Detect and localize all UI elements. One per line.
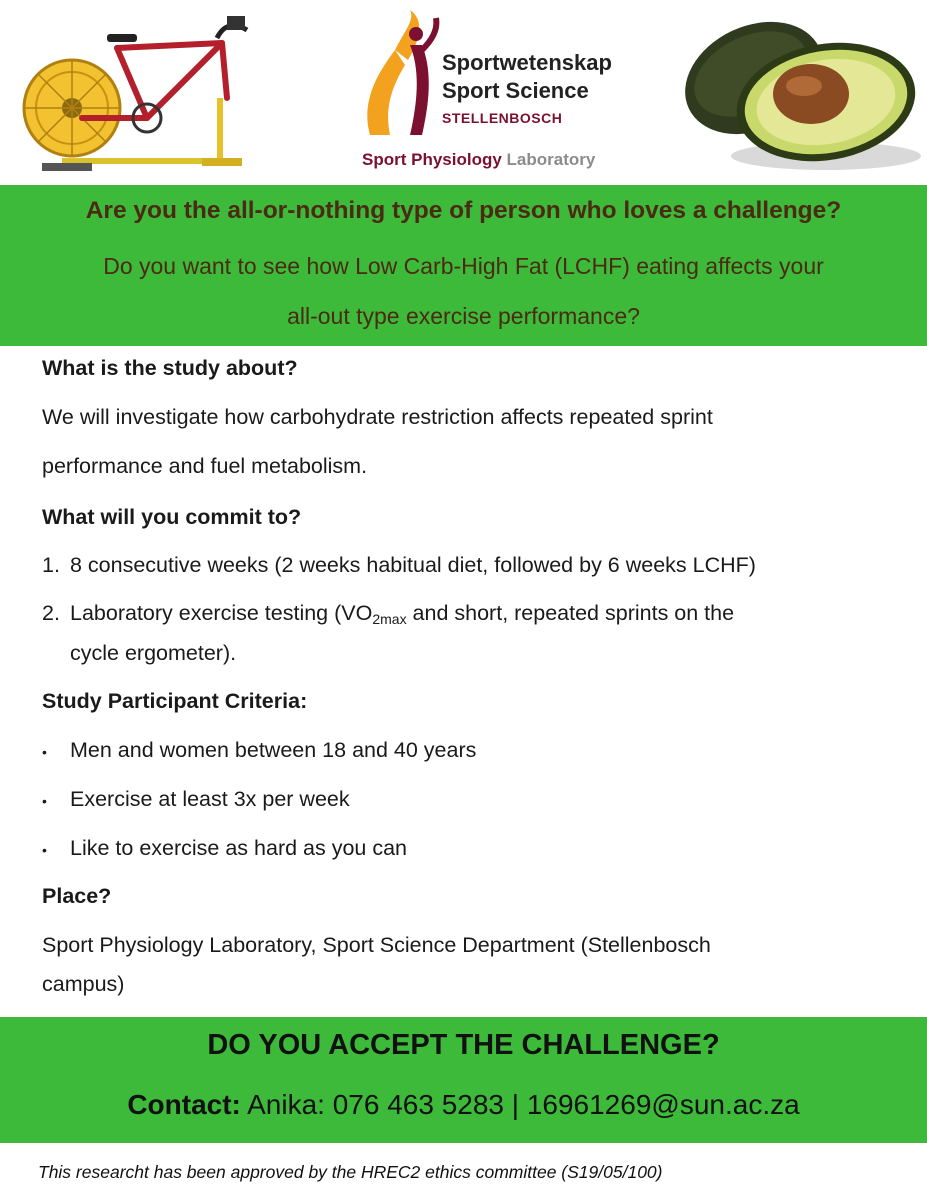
header bbox=[0, 0, 927, 185]
commit-item-text: 8 consecutive weeks (2 weeks habitual diet, followed by 6 weeks LCHF) bbox=[70, 553, 756, 577]
commit-item-text bbox=[70, 601, 734, 627]
commit-item-number: 2. bbox=[42, 601, 60, 625]
logo-lab-name bbox=[362, 150, 595, 170]
banner-question-2-line-2: all-out type exercise performance? bbox=[287, 303, 640, 329]
bullet-icon: • bbox=[42, 793, 47, 809]
contact-value[interactable]: Anika: 076 463 5283 | 16961269@sun.ac.za bbox=[247, 1089, 800, 1120]
bullet-icon: • bbox=[42, 744, 47, 760]
commit-text-part: and short, repeated sprints on the bbox=[406, 601, 735, 625]
criteria-item-text: Men and women between 18 and 40 years bbox=[70, 738, 477, 762]
logo-lab-part2: Laboratory bbox=[506, 150, 596, 169]
athlete-figure-icon bbox=[350, 10, 440, 140]
commit-heading: What will you commit to? bbox=[42, 505, 302, 529]
banner-question-1: Are you the all-or-nothing type of person who loves a challenge? bbox=[85, 197, 842, 224]
commit-text-part: Laboratory exercise testing (VO bbox=[70, 601, 373, 625]
logo-name-english: Sport Science bbox=[442, 78, 589, 103]
cta-banner bbox=[0, 1017, 927, 1143]
cta-title: DO YOU ACCEPT THE CHALLENGE? bbox=[207, 1029, 720, 1061]
criteria-item bbox=[42, 787, 902, 817]
commit-item bbox=[42, 553, 902, 583]
question-banner bbox=[0, 185, 927, 346]
commit-item-number: 1. bbox=[42, 553, 60, 577]
avocado-image bbox=[676, 6, 922, 174]
logo-place: STELLENBOSCH bbox=[442, 110, 563, 126]
study-text-line-2: performance and fuel metabolism. bbox=[42, 454, 368, 478]
ethics-note: This researcht has been approved by the HREC2 ethics committee (S19/05/100) bbox=[38, 1162, 663, 1182]
logo-name-afrikaans: Sportwetenskap bbox=[442, 50, 612, 75]
bike-ergometer-image bbox=[22, 8, 262, 178]
banner-question-2-line-1: Do you want to see how Low Carb-High Fat (LCHF) eating affects your bbox=[103, 253, 824, 279]
sport-science-logo bbox=[350, 10, 630, 175]
criteria-heading: Study Participant Criteria: bbox=[42, 689, 308, 713]
contact-label: Contact: bbox=[127, 1089, 241, 1120]
contact-line bbox=[0, 1089, 927, 1121]
logo-lab-part1: Sport Physiology bbox=[362, 150, 502, 169]
place-heading: Place? bbox=[42, 884, 112, 908]
bullet-icon: • bbox=[42, 842, 47, 858]
study-text-line-1: We will investigate how carbohydrate restriction affects repeated sprint bbox=[42, 405, 713, 429]
commit-item bbox=[42, 601, 902, 631]
criteria-item-text: Like to exercise as hard as you can bbox=[70, 836, 408, 860]
criteria-item bbox=[42, 836, 902, 866]
commit-item-continued: cycle ergometer). bbox=[70, 641, 237, 665]
place-text-line-2: campus) bbox=[42, 972, 125, 996]
criteria-item bbox=[42, 738, 902, 768]
vo2max-subscript: 2max bbox=[372, 611, 407, 627]
criteria-item-text: Exercise at least 3x per week bbox=[70, 787, 350, 811]
study-heading: What is the study about? bbox=[42, 356, 298, 380]
place-text-line-1: Sport Physiology Laboratory, Sport Science Department (Stellenbosch bbox=[42, 933, 711, 957]
